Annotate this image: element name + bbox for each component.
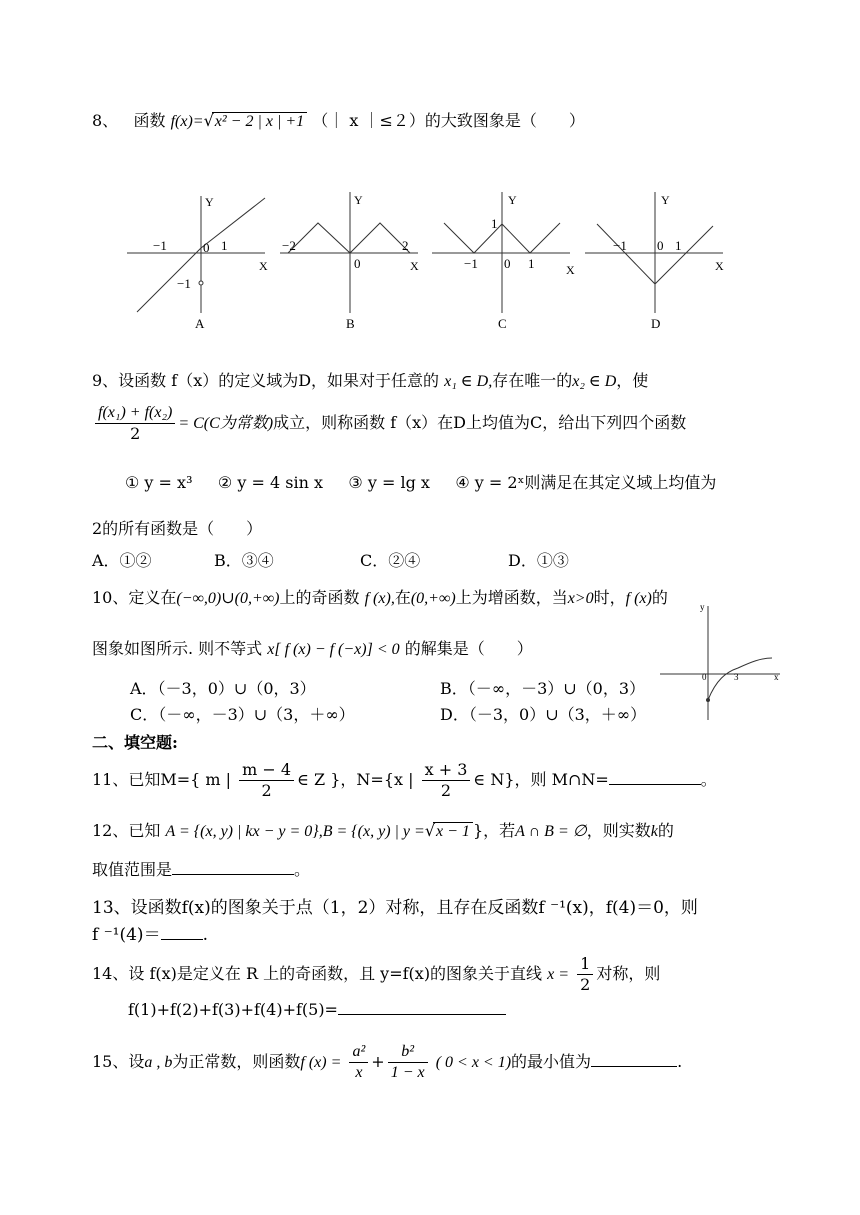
q8-text: 函数 — [133, 111, 166, 130]
q15-cond: ( 0 < x < 1) — [435, 1054, 512, 1071]
q11-fraction-1 — [239, 760, 294, 801]
q15-d2: 1 − x — [390, 1064, 425, 1081]
graph-b-tick: 0 — [354, 256, 361, 271]
q15-text: 15、设 — [92, 1052, 145, 1071]
q15-plus: + — [371, 1052, 385, 1071]
q14-num: 1 — [577, 954, 593, 975]
q14-den: 2 — [580, 975, 591, 994]
q9-line-4: 2的所有函数是（ ） — [92, 519, 263, 538]
q10-interval: (0,+∞) — [410, 590, 456, 607]
q10-fx: f (x), — [364, 590, 395, 607]
q10-graph-y-label: y — [700, 602, 705, 612]
graph-b — [278, 188, 428, 338]
graph-a-tick: −1 — [153, 238, 167, 253]
q10-line-2 — [92, 636, 533, 659]
graph-a — [125, 188, 275, 338]
q10-inequality: x[ f (x) − f (−x)] < 0 — [267, 641, 400, 658]
q12-text: ，若 — [483, 821, 516, 840]
q9-frac-den: 2 — [130, 424, 141, 443]
q10-option-c: C．（－∞，－3）∪（3，＋∞） — [130, 705, 355, 724]
q8-number: 8、 — [92, 111, 119, 130]
q14-answer-blank[interactable] — [338, 1014, 506, 1015]
graph-b-y-label: Y — [354, 193, 363, 207]
q15-n2: b² — [388, 1042, 428, 1063]
q11-text: 。 — [700, 770, 717, 789]
q9-f2: ② y = 4 sin x — [217, 473, 323, 492]
q15-answer-blank[interactable] — [591, 1066, 677, 1067]
q11-text: ∈ Z }，N={x | — [297, 770, 414, 789]
q15-n1: a² — [349, 1042, 368, 1063]
q9-line-2 — [92, 403, 686, 444]
q9-text: 成立，则称函数 f（x）在D上均值为C，给出下列四个函数 — [273, 413, 687, 432]
q9-f4: ④ y = 2ˣ — [455, 473, 525, 492]
q10-text: 在 — [394, 588, 411, 607]
q13-text: f ⁻¹(4)＝ — [92, 925, 161, 945]
graph-c-label: C — [498, 316, 507, 331]
graph-a-tick: 0 — [203, 240, 210, 255]
q9-f3: ③ y = lg x — [348, 473, 430, 492]
q11-answer-blank[interactable] — [609, 784, 701, 785]
graph-c-tick: 1 — [528, 256, 535, 271]
q11-fraction-2 — [422, 760, 471, 801]
q14-line-1 — [92, 954, 660, 995]
q15-text: . — [677, 1052, 683, 1071]
graph-d-tick: 1 — [675, 238, 682, 253]
section-title: 二、填空题: — [92, 733, 178, 752]
graph-c — [430, 188, 580, 338]
q8-condition: （｜ x ｜≤２）的大致图象是（ ） — [312, 111, 585, 130]
graph-d-x-label: X — [715, 259, 724, 273]
q8-line — [92, 108, 585, 131]
q9-option-b: B．③④ — [214, 551, 274, 570]
graph-a-y-label: Y — [205, 195, 214, 209]
q14-line-2 — [128, 1000, 506, 1019]
q9-text: 则满足在其定义域上均值为 — [524, 473, 717, 492]
graph-c-y-label: Y — [508, 193, 517, 207]
q10-fx2: f (x) — [625, 590, 652, 607]
q13-line-2 — [92, 920, 208, 945]
q9-fraction — [95, 403, 175, 444]
q9-option-c: C．②④ — [360, 551, 421, 570]
q12-line-2 — [92, 857, 310, 880]
q12-line-1 — [92, 818, 674, 841]
q9-frac-num: f(x₁) + f(x₂) — [95, 403, 175, 424]
q15-fraction-2 — [388, 1042, 428, 1083]
q10-cond: x>0 — [567, 590, 594, 607]
q9-option-d: D．①③ — [508, 551, 569, 570]
q11-den2: 2 — [440, 781, 452, 800]
q10-text: 图象如图所示. 则不等式 — [92, 639, 263, 658]
q10-text: 上的奇函数 — [279, 588, 360, 607]
q12-radicand: x − 1 — [433, 822, 473, 841]
q9-option-a: A．①② — [92, 551, 152, 570]
q11-text: ∈ N}，则 M∩N= — [473, 770, 609, 789]
sqrt-icon: √ — [424, 821, 436, 840]
q12-text: ，则实数 — [586, 821, 651, 840]
q15-fx: f (x) = — [300, 1054, 342, 1071]
q13-line-1: 13、设函数f(x)的图象关于点（1，2）对称，且存在反函数f ⁻¹(x)，f(4)＝0，则 — [92, 898, 698, 918]
q10-line-1 — [92, 585, 668, 608]
q12-sets: A = {(x, y) | kx − y = 0},B = {(x, y) | y = — [165, 823, 425, 840]
q11-text: 11、已知M={ m | — [92, 770, 232, 789]
q10-domain: (−∞,0)∪(0,+∞) — [176, 590, 280, 607]
graph-a-label: A — [195, 316, 205, 331]
graph-d — [583, 188, 733, 338]
q9-line-1 — [92, 368, 648, 391]
q8-fx: f(x)= — [170, 113, 204, 130]
q10-option-d: D．（－3，0）∪（3，＋∞） — [440, 705, 647, 724]
q10-graph-x-label: x — [774, 672, 779, 682]
q14-text: f(1)+f(2)+f(3)+f(4)+f(5)= — [128, 1000, 338, 1019]
q9-text: ，使 — [616, 371, 649, 390]
graph-d-tick: 0 — [657, 238, 664, 253]
q14-xeq: x = — [547, 966, 570, 983]
q12-text: 取值范围是 — [92, 860, 173, 879]
graph-c-tick: 1 — [491, 216, 498, 231]
q15-d1: x — [355, 1064, 363, 1081]
q9-line-3 — [125, 470, 716, 493]
q14-fraction — [577, 954, 593, 995]
q9-text: 存在唯一的 — [492, 371, 573, 390]
q10-text: 的解集是（ ） — [404, 639, 533, 658]
q10-graph-tick-3: 3 — [734, 672, 739, 682]
q12-answer-blank[interactable] — [172, 874, 294, 875]
graph-d-label: D — [651, 316, 661, 331]
q13-text: . — [202, 925, 208, 945]
q15-fraction-1 — [349, 1042, 368, 1083]
graph-d-y-label: Y — [661, 193, 670, 207]
q12-cond: A ∩ B = ∅ — [515, 823, 587, 840]
q9-eq: = C(C为常数) — [178, 415, 274, 432]
q10-text: 上为增函数，当 — [455, 588, 568, 607]
q12-text: 。 — [294, 860, 311, 879]
q10-graph-origin: 0 — [702, 672, 707, 682]
q13-answer-blank[interactable] — [161, 939, 203, 940]
q11-num2: x + 3 — [422, 760, 471, 781]
q9-text: 9、设函数 f（x）的定义域为D，如果对于任意的 — [92, 371, 440, 390]
q14-text: 对称，则 — [596, 964, 661, 983]
q12-text: } — [472, 821, 484, 840]
q14-text: 14、设 f(x)是定义在 R 上的奇函数，且 y=f(x)的图象关于直线 — [92, 964, 543, 983]
graph-d-tick: −1 — [613, 238, 627, 253]
q15-ab: a , b — [144, 1054, 173, 1071]
q15-text: 的最小值为 — [511, 1052, 592, 1071]
graph-b-label: B — [346, 316, 355, 331]
graph-c-tick: 0 — [504, 256, 511, 271]
q10-option-a: A．（－3，0）∪（0，3） — [130, 679, 316, 698]
q10-option-b: B．（－∞，－3）∪（0，3） — [440, 679, 646, 698]
q8-radicand: x² − 2 | x | +1 — [212, 112, 307, 131]
graph-b-tick: 2 — [402, 238, 409, 253]
q11-den: 2 — [261, 781, 272, 800]
q12-text: 的 — [657, 821, 674, 840]
q10-text: 10、定义在 — [92, 588, 177, 607]
graph-a-x-label: X — [259, 259, 268, 273]
graph-a-tick: −1 — [177, 276, 191, 291]
q9-x1: x₁ ∈ D, — [444, 373, 493, 390]
sqrt-icon: √ — [203, 111, 214, 130]
q11-line — [92, 760, 717, 801]
q12-text: 12、已知 — [92, 821, 161, 840]
q15-text: 为正常数，则函数 — [172, 1052, 301, 1071]
graph-a-tick: 1 — [221, 238, 228, 253]
graph-c-tick: −1 — [464, 256, 478, 271]
q10-text: 时， — [593, 588, 626, 607]
q9-x2: x₂ ∈ D — [572, 373, 617, 390]
q11-num: m − 4 — [239, 760, 294, 781]
q9-f1: ① y = x³ — [125, 473, 193, 492]
q10-graph — [656, 600, 786, 725]
graph-b-tick: −2 — [282, 238, 296, 253]
graph-b-x-label: X — [410, 259, 419, 273]
q12-k: k — [650, 823, 658, 840]
q10-text: 的 — [651, 588, 668, 607]
graph-c-x-label: X — [566, 263, 575, 277]
q15-line — [92, 1042, 682, 1083]
